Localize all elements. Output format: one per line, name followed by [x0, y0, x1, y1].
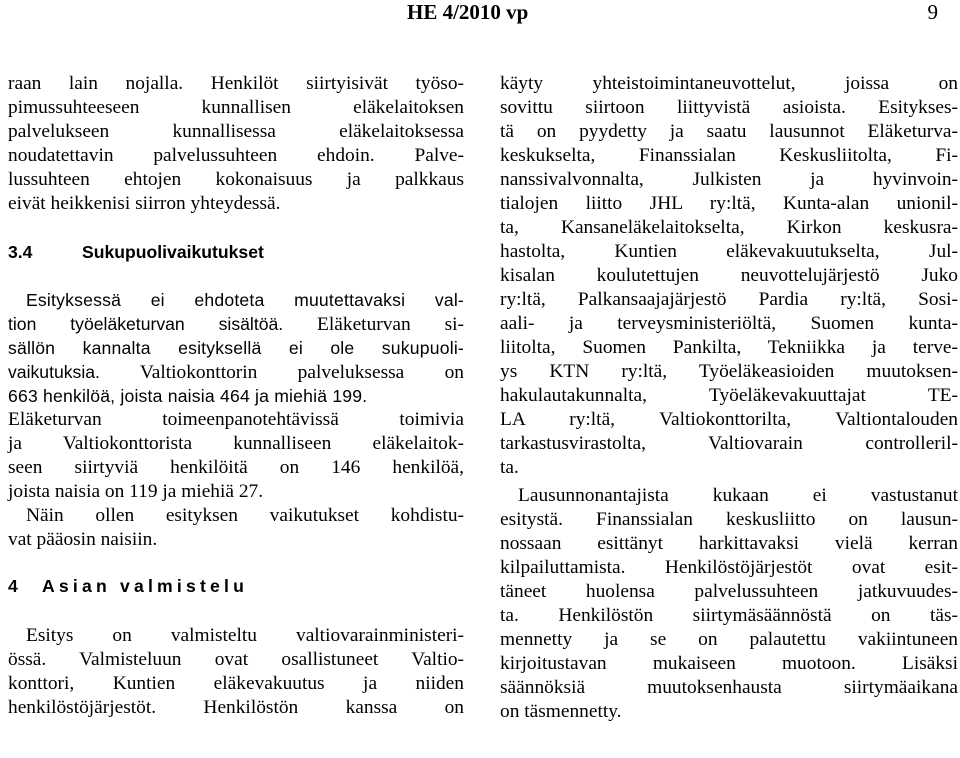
text-line: kilpailuttamista. Henkilöstöjärjestöt ovat esit-: [500, 557, 958, 578]
text-line: Esitys on valmisteltu valtiovarainministeri-: [26, 625, 464, 646]
text-fragment: Valtiokonttorin palveluksessa on: [139, 362, 464, 383]
text-line: Lausunnonantajista kukaan ei vastustanut: [518, 485, 958, 506]
right-column: [500, 72, 958, 724]
page-header: [0, 0, 960, 30]
text-line: ta.: [500, 457, 519, 478]
text-line: raan lain nojalla. Henkilöt siirtyisivät työso-: [8, 73, 464, 94]
text-line: hastolta, Kuntien eläkevakuutukselta, Jul-: [500, 241, 958, 262]
text-line: aali- ja terveysministeriöltä, Suomen kunta-: [500, 313, 958, 334]
text-line: noudatettavin palvelussuhteen ehdoin. Palve-: [8, 145, 464, 166]
text-line: ys KTN ry:ltä, Työeläkeasioiden muutoksen-: [500, 361, 958, 382]
text-line: eivät heikkenisi siirron yhteydessä.: [8, 193, 281, 214]
text-fragment: vaikutuksia.: [8, 362, 100, 382]
text-line: kisalan koulutettujen neuvottelujärjestö Juko: [500, 265, 958, 286]
text-line: tarkastusvirastolta, Valtiovarain controlleril-: [500, 433, 958, 454]
text-line: nossaan esittänyt harkittavaksi vielä kerran: [500, 533, 958, 554]
text-line: mennetty ja se on palautettu vakiintuneen: [500, 629, 958, 650]
text-line: tialojen liitto JHL ry:ltä, Kunta-alan unionil-: [500, 193, 958, 214]
section-title: Sukupuolivaikutukset: [82, 242, 264, 262]
text-line: ja Valtiokonttorista kunnalliseen eläkelaitok-: [8, 433, 464, 454]
text-line: käyty yhteistoimintaneuvottelut, joissa on: [500, 73, 958, 94]
text-line: keskukselta, Finanssialan Keskusliitolta, Fi-: [500, 145, 958, 166]
text-line: pimussuhteeseen kunnallisen eläkelaitoksen: [8, 97, 464, 118]
text-fragment: Eläketurvan si-: [317, 314, 464, 335]
page-number: 9: [927, 0, 938, 24]
text-line: tä on pyydetty ja saatu lausunnot Eläketurva-: [500, 121, 958, 142]
text-line: LA ry:ltä, Valtiokonttorilta, Valtiontalouden: [500, 409, 958, 430]
text-line: säännöksiä muutoksenhausta siirtymäaikana: [500, 677, 958, 698]
text-line: Näin ollen esityksen vaikutukset kohdistu-: [26, 505, 464, 526]
text-line: Eläketurvan toimeenpanotehtävissä toimivia: [8, 409, 464, 430]
text-line: kirjoitustavan mukaiseen muotoon. Lisäksi: [500, 653, 958, 674]
text-line: vat pääosin naisiin.: [8, 529, 158, 550]
text-line: sovittu siirtoon liittyvistä asioista. Esitykses-: [500, 97, 958, 118]
text-line: [8, 312, 464, 336]
text-line: henkilöstöjärjestöt. Henkilöstön kanssa on: [8, 697, 464, 718]
text-line: [8, 360, 464, 384]
section-number: 4: [8, 576, 18, 596]
text-line: lussuhteen ehtojen kokonaisuus ja palkkaus: [8, 169, 464, 190]
text-line: esitystä. Finanssialan keskusliitto on lausun-: [500, 509, 958, 530]
text-line: seen siirtyviä henkilöitä on 146 henkilöä,: [8, 457, 464, 478]
text-line: nanssivalvonnalta, Julkisten ja hyvinvoin-: [500, 169, 958, 190]
section-heading-4: [8, 574, 464, 598]
section-heading-3-4: [8, 240, 464, 264]
left-column: [8, 72, 464, 720]
text-line: on täsmennetty.: [500, 701, 622, 722]
text-line: össä. Valmisteluun ovat osallistuneet Valtio-: [8, 649, 464, 670]
text-line: liitolta, Suomen Pankilta, Tekniikka ja terve-: [500, 337, 958, 358]
section-number: 3.4: [8, 242, 33, 262]
text-line: konttori, Kuntien eläkevakuutus ja niiden: [8, 673, 464, 694]
text-line: täneet huolensa palvelussuhteen jatkuvuudes-: [500, 581, 958, 602]
text-line: hakulautakunnalta, Työeläkevakuuttajat TE-: [500, 385, 958, 406]
text-fragment: tion työeläketurvan sisältöä.: [8, 314, 284, 334]
text-line: Esityksessä ei ehdoteta muutettavaksi val-: [26, 290, 464, 310]
text-line: ry:ltä, Palkansaajajärjestö Pardia ry:ltä, Sosi-: [500, 289, 958, 310]
text-line: sällön kannalta esityksellä ei ole sukupuoli-: [8, 338, 464, 358]
section-title: Asian valmistelu: [42, 576, 249, 596]
text-line: ta. Henkilöstön siirtymäsäännöstä on täs-: [500, 605, 958, 626]
text-line: palvelukseen kunnallisessa eläkelaitoksessa: [8, 121, 464, 142]
text-line: ta, Kansaneläkelaitokselta, Kirkon keskusra-: [500, 217, 958, 238]
text-line: 663 henkilöä, joista naisia 464 ja miehiä 199.: [8, 386, 368, 406]
text-line: joista naisia on 119 ja miehiä 27.: [8, 481, 264, 502]
document-id: HE 4/2010 vp: [407, 0, 529, 24]
